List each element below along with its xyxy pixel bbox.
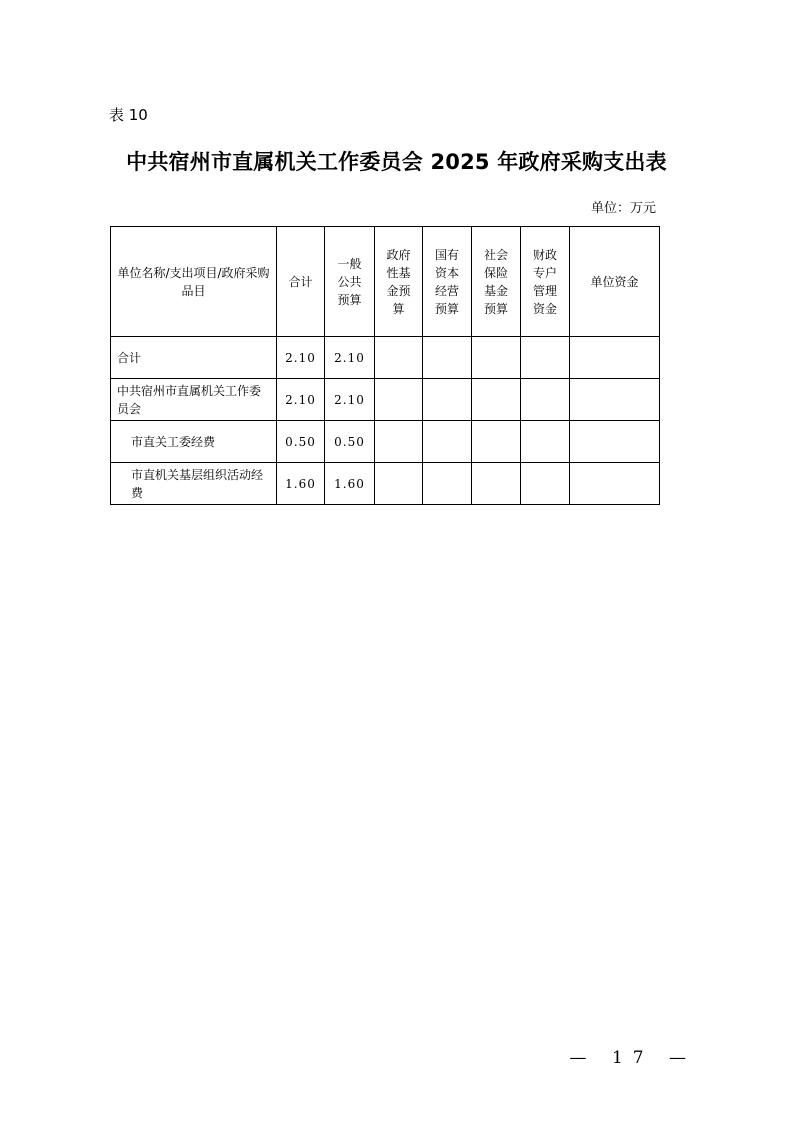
header-fiscal-special-funds: 财政专户管理资金 bbox=[521, 227, 570, 337]
table-row bbox=[111, 463, 660, 505]
header-general-budget: 一般公共预算 bbox=[325, 227, 375, 337]
page-number: — 17 — bbox=[569, 1048, 696, 1068]
row-name: 中共宿州市直属机关工作委员会 bbox=[111, 379, 277, 421]
row-total: 2.10 bbox=[277, 379, 325, 421]
unit-label: 单位：万元 bbox=[590, 201, 656, 216]
header-social-insurance-budget: 社会保险基金预算 bbox=[472, 227, 521, 337]
row-name: 市直机关基层组织活动经费 bbox=[111, 463, 277, 505]
header-gov-fund-budget: 政府性基金预算 bbox=[375, 227, 423, 337]
header-unit-funds: 单位资金 bbox=[570, 227, 660, 337]
row-name: 合计 bbox=[111, 337, 277, 379]
row-general-budget: 1.60 bbox=[325, 463, 375, 505]
table-row bbox=[111, 379, 660, 421]
procurement-expenditure-table bbox=[110, 226, 660, 505]
header-name: 单位名称/支出项目/政府采购品目 bbox=[111, 227, 277, 337]
row-total: 0.50 bbox=[277, 421, 325, 463]
table-header-row bbox=[111, 227, 660, 337]
row-general-budget: 2.10 bbox=[325, 337, 375, 379]
header-total: 合计 bbox=[277, 227, 325, 337]
table-number-label: 表 10 bbox=[109, 106, 148, 124]
table-row bbox=[111, 337, 660, 379]
row-general-budget: 2.10 bbox=[325, 379, 375, 421]
row-general-budget: 0.50 bbox=[325, 421, 375, 463]
row-total: 1.60 bbox=[277, 463, 325, 505]
row-total: 2.10 bbox=[277, 337, 325, 379]
document-title: 中共宿州市直属机关工作委员会 2025 年政府采购支出表 bbox=[126, 150, 667, 174]
row-name: 市直关工委经费 bbox=[111, 421, 277, 463]
table-row bbox=[111, 421, 660, 463]
header-state-capital-budget: 国有资本经营预算 bbox=[423, 227, 472, 337]
